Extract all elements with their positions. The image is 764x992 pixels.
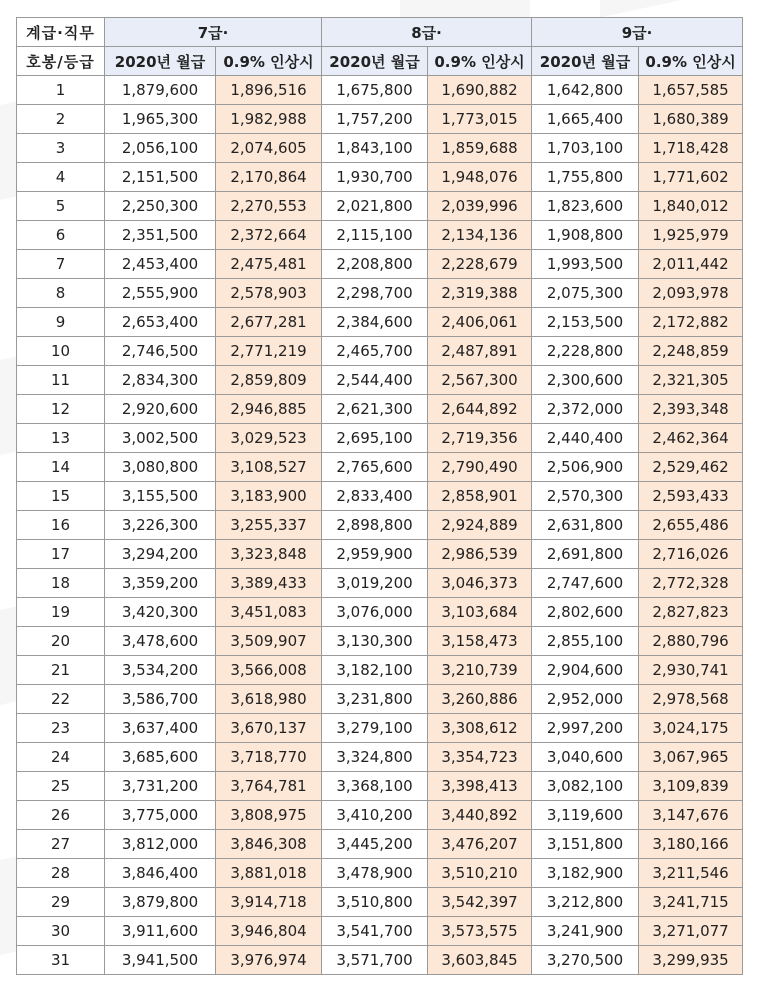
base-salary-cell: 3,586,700 xyxy=(105,685,216,714)
raised-salary-cell: 1,690,882 xyxy=(428,76,532,105)
raised-salary-cell: 1,982,988 xyxy=(216,105,322,134)
base-salary-cell: 3,212,800 xyxy=(532,888,639,917)
base-salary-cell: 2,555,900 xyxy=(105,279,216,308)
base-salary-cell: 3,445,200 xyxy=(322,830,428,859)
raised-salary-cell: 2,011,442 xyxy=(639,250,743,279)
raised-salary-cell: 3,046,373 xyxy=(428,569,532,598)
base-salary-cell: 2,959,900 xyxy=(322,540,428,569)
base-salary-cell: 1,843,100 xyxy=(322,134,428,163)
base-salary-cell: 3,119,600 xyxy=(532,801,639,830)
raised-salary-cell: 2,462,364 xyxy=(639,424,743,453)
base-salary-cell: 2,372,000 xyxy=(532,395,639,424)
raised-salary-cell: 2,924,889 xyxy=(428,511,532,540)
table-row xyxy=(17,192,743,221)
raised-salary-cell: 3,976,974 xyxy=(216,946,322,975)
base-salary-cell: 3,040,600 xyxy=(532,743,639,772)
raised-salary-cell: 3,241,715 xyxy=(639,888,743,917)
col-base-8: 2020년 월급 xyxy=(322,47,428,76)
base-salary-cell: 3,082,100 xyxy=(532,772,639,801)
base-salary-cell: 2,228,800 xyxy=(532,337,639,366)
base-salary-cell: 2,904,600 xyxy=(532,656,639,685)
raised-salary-cell: 2,880,796 xyxy=(639,627,743,656)
base-salary-cell: 3,226,300 xyxy=(105,511,216,540)
base-salary-cell: 2,506,900 xyxy=(532,453,639,482)
raised-salary-cell: 3,308,612 xyxy=(428,714,532,743)
base-salary-cell: 1,993,500 xyxy=(532,250,639,279)
raised-salary-cell: 3,476,207 xyxy=(428,830,532,859)
table-row xyxy=(17,569,743,598)
step-cell: 27 xyxy=(17,830,105,859)
base-salary-cell: 3,846,400 xyxy=(105,859,216,888)
raised-salary-cell: 3,211,546 xyxy=(639,859,743,888)
raised-salary-cell: 2,039,996 xyxy=(428,192,532,221)
base-salary-cell: 2,802,600 xyxy=(532,598,639,627)
raised-salary-cell: 1,859,688 xyxy=(428,134,532,163)
raised-salary-cell: 2,170,864 xyxy=(216,163,322,192)
base-salary-cell: 3,534,200 xyxy=(105,656,216,685)
raised-salary-cell: 2,593,433 xyxy=(639,482,743,511)
grade-8-header: 8급· xyxy=(322,18,532,47)
grade-header-row xyxy=(17,18,743,47)
raised-salary-cell: 3,103,684 xyxy=(428,598,532,627)
step-cell: 7 xyxy=(17,250,105,279)
base-salary-cell: 2,631,800 xyxy=(532,511,639,540)
table-row xyxy=(17,366,743,395)
step-cell: 28 xyxy=(17,859,105,888)
base-salary-cell: 3,731,200 xyxy=(105,772,216,801)
base-salary-cell: 2,920,600 xyxy=(105,395,216,424)
raised-salary-cell: 2,228,679 xyxy=(428,250,532,279)
base-salary-cell: 2,208,800 xyxy=(322,250,428,279)
base-salary-cell: 2,653,400 xyxy=(105,308,216,337)
raised-salary-cell: 2,858,901 xyxy=(428,482,532,511)
base-salary-cell: 3,279,100 xyxy=(322,714,428,743)
raised-salary-cell: 1,771,602 xyxy=(639,163,743,192)
step-cell: 25 xyxy=(17,772,105,801)
table-row xyxy=(17,772,743,801)
base-salary-cell: 2,570,300 xyxy=(532,482,639,511)
table-row xyxy=(17,76,743,105)
step-cell: 14 xyxy=(17,453,105,482)
base-salary-cell: 2,765,600 xyxy=(322,453,428,482)
step-cell: 9 xyxy=(17,308,105,337)
base-salary-cell: 1,879,600 xyxy=(105,76,216,105)
raised-salary-cell: 2,655,486 xyxy=(639,511,743,540)
base-salary-cell: 3,368,100 xyxy=(322,772,428,801)
base-salary-cell: 3,879,800 xyxy=(105,888,216,917)
raised-salary-cell: 3,764,781 xyxy=(216,772,322,801)
base-salary-cell: 3,241,900 xyxy=(532,917,639,946)
raised-salary-cell: 2,134,136 xyxy=(428,221,532,250)
col-base-7: 2020년 월급 xyxy=(105,47,216,76)
raised-salary-cell: 3,067,965 xyxy=(639,743,743,772)
table-row xyxy=(17,917,743,946)
raised-salary-cell: 2,790,490 xyxy=(428,453,532,482)
base-salary-cell: 1,908,800 xyxy=(532,221,639,250)
base-salary-cell: 2,298,700 xyxy=(322,279,428,308)
raised-salary-cell: 2,859,809 xyxy=(216,366,322,395)
step-cell: 8 xyxy=(17,279,105,308)
raised-salary-cell: 3,158,473 xyxy=(428,627,532,656)
base-salary-cell: 2,351,500 xyxy=(105,221,216,250)
col-raise-9: 0.9% 인상시 xyxy=(639,47,743,76)
raised-salary-cell: 2,074,605 xyxy=(216,134,322,163)
base-salary-cell: 3,911,600 xyxy=(105,917,216,946)
base-salary-cell: 3,155,500 xyxy=(105,482,216,511)
base-salary-cell: 3,812,000 xyxy=(105,830,216,859)
base-salary-cell: 3,182,900 xyxy=(532,859,639,888)
raised-salary-cell: 1,657,585 xyxy=(639,76,743,105)
base-salary-cell: 2,440,400 xyxy=(532,424,639,453)
raised-salary-cell: 1,718,428 xyxy=(639,134,743,163)
raised-salary-cell: 2,772,328 xyxy=(639,569,743,598)
base-salary-cell: 2,151,500 xyxy=(105,163,216,192)
raised-salary-cell: 2,827,823 xyxy=(639,598,743,627)
step-cell: 13 xyxy=(17,424,105,453)
raised-salary-cell: 3,440,892 xyxy=(428,801,532,830)
raised-salary-cell: 2,644,892 xyxy=(428,395,532,424)
table-row xyxy=(17,888,743,917)
raised-salary-cell: 1,773,015 xyxy=(428,105,532,134)
table-row xyxy=(17,482,743,511)
base-salary-cell: 1,665,400 xyxy=(532,105,639,134)
base-salary-cell: 3,420,300 xyxy=(105,598,216,627)
raised-salary-cell: 1,840,012 xyxy=(639,192,743,221)
raised-salary-cell: 2,406,061 xyxy=(428,308,532,337)
table-row xyxy=(17,714,743,743)
base-salary-cell: 2,691,800 xyxy=(532,540,639,569)
col-base-9: 2020년 월급 xyxy=(532,47,639,76)
raised-salary-cell: 1,948,076 xyxy=(428,163,532,192)
step-cell: 16 xyxy=(17,511,105,540)
raised-salary-cell: 3,542,397 xyxy=(428,888,532,917)
raised-salary-cell: 2,946,885 xyxy=(216,395,322,424)
step-cell: 23 xyxy=(17,714,105,743)
raised-salary-cell: 3,024,175 xyxy=(639,714,743,743)
table-row xyxy=(17,946,743,975)
raised-salary-cell: 3,323,848 xyxy=(216,540,322,569)
table-row xyxy=(17,801,743,830)
base-salary-cell: 3,685,600 xyxy=(105,743,216,772)
raised-salary-cell: 3,109,839 xyxy=(639,772,743,801)
raised-salary-cell: 3,354,723 xyxy=(428,743,532,772)
raised-salary-cell: 2,475,481 xyxy=(216,250,322,279)
raised-salary-cell: 3,618,980 xyxy=(216,685,322,714)
base-salary-cell: 2,855,100 xyxy=(532,627,639,656)
raised-salary-cell: 2,930,741 xyxy=(639,656,743,685)
raised-salary-cell: 2,321,305 xyxy=(639,366,743,395)
base-salary-cell: 2,115,100 xyxy=(322,221,428,250)
base-salary-cell: 3,941,500 xyxy=(105,946,216,975)
raised-salary-cell: 3,210,739 xyxy=(428,656,532,685)
step-cell: 17 xyxy=(17,540,105,569)
raised-salary-cell: 3,914,718 xyxy=(216,888,322,917)
base-salary-cell: 2,544,400 xyxy=(322,366,428,395)
table-row xyxy=(17,656,743,685)
base-salary-cell: 3,359,200 xyxy=(105,569,216,598)
table-row xyxy=(17,279,743,308)
step-cell: 4 xyxy=(17,163,105,192)
raised-salary-cell: 3,718,770 xyxy=(216,743,322,772)
raised-salary-cell: 3,509,907 xyxy=(216,627,322,656)
raised-salary-cell: 2,677,281 xyxy=(216,308,322,337)
raised-salary-cell: 3,451,083 xyxy=(216,598,322,627)
raised-salary-cell: 2,578,903 xyxy=(216,279,322,308)
step-cell: 20 xyxy=(17,627,105,656)
table-row xyxy=(17,134,743,163)
table-row xyxy=(17,308,743,337)
raised-salary-cell: 3,180,166 xyxy=(639,830,743,859)
raised-salary-cell: 2,529,462 xyxy=(639,453,743,482)
table-row xyxy=(17,511,743,540)
base-salary-cell: 3,002,500 xyxy=(105,424,216,453)
table-row xyxy=(17,337,743,366)
table-row xyxy=(17,830,743,859)
base-salary-cell: 2,021,800 xyxy=(322,192,428,221)
base-salary-cell: 2,997,200 xyxy=(532,714,639,743)
base-salary-cell: 3,182,100 xyxy=(322,656,428,685)
step-cell: 19 xyxy=(17,598,105,627)
base-salary-cell: 2,300,600 xyxy=(532,366,639,395)
base-salary-cell: 1,755,800 xyxy=(532,163,639,192)
base-salary-cell: 3,510,800 xyxy=(322,888,428,917)
raised-salary-cell: 3,147,676 xyxy=(639,801,743,830)
table-row xyxy=(17,743,743,772)
table-row xyxy=(17,424,743,453)
raised-salary-cell: 3,881,018 xyxy=(216,859,322,888)
base-salary-cell: 1,930,700 xyxy=(322,163,428,192)
table-row xyxy=(17,395,743,424)
step-cell: 30 xyxy=(17,917,105,946)
corner-step-label: 호봉/등급 xyxy=(17,47,105,76)
base-salary-cell: 2,384,600 xyxy=(322,308,428,337)
base-salary-cell: 3,294,200 xyxy=(105,540,216,569)
base-salary-cell: 3,324,800 xyxy=(322,743,428,772)
table-row xyxy=(17,598,743,627)
salary-rows xyxy=(17,76,743,975)
base-salary-cell: 3,151,800 xyxy=(532,830,639,859)
raised-salary-cell: 1,925,979 xyxy=(639,221,743,250)
step-cell: 18 xyxy=(17,569,105,598)
col-raise-7: 0.9% 인상시 xyxy=(216,47,322,76)
step-cell: 10 xyxy=(17,337,105,366)
base-salary-cell: 3,410,200 xyxy=(322,801,428,830)
base-salary-cell: 2,250,300 xyxy=(105,192,216,221)
step-cell: 15 xyxy=(17,482,105,511)
step-cell: 24 xyxy=(17,743,105,772)
raised-salary-cell: 2,978,568 xyxy=(639,685,743,714)
raised-salary-cell: 2,248,859 xyxy=(639,337,743,366)
base-salary-cell: 2,075,300 xyxy=(532,279,639,308)
base-salary-cell: 3,270,500 xyxy=(532,946,639,975)
step-cell: 26 xyxy=(17,801,105,830)
table-row xyxy=(17,163,743,192)
raised-salary-cell: 2,986,539 xyxy=(428,540,532,569)
raised-salary-cell: 2,771,219 xyxy=(216,337,322,366)
raised-salary-cell: 3,846,308 xyxy=(216,830,322,859)
raised-salary-cell: 2,172,882 xyxy=(639,308,743,337)
table-row xyxy=(17,250,743,279)
raised-salary-cell: 3,183,900 xyxy=(216,482,322,511)
corner-grade-label: 계급·직무 xyxy=(17,18,105,47)
raised-salary-cell: 2,093,978 xyxy=(639,279,743,308)
base-salary-cell: 2,952,000 xyxy=(532,685,639,714)
base-salary-cell: 1,703,100 xyxy=(532,134,639,163)
base-salary-cell: 2,153,500 xyxy=(532,308,639,337)
step-cell: 22 xyxy=(17,685,105,714)
raised-salary-cell: 3,566,008 xyxy=(216,656,322,685)
base-salary-cell: 2,695,100 xyxy=(322,424,428,453)
base-salary-cell: 3,478,900 xyxy=(322,859,428,888)
step-cell: 2 xyxy=(17,105,105,134)
raised-salary-cell: 3,808,975 xyxy=(216,801,322,830)
raised-salary-cell: 1,896,516 xyxy=(216,76,322,105)
step-cell: 1 xyxy=(17,76,105,105)
raised-salary-cell: 2,487,891 xyxy=(428,337,532,366)
step-cell: 3 xyxy=(17,134,105,163)
grade-7-header: 7급· xyxy=(105,18,322,47)
table-row xyxy=(17,859,743,888)
table-row xyxy=(17,540,743,569)
raised-salary-cell: 2,719,356 xyxy=(428,424,532,453)
base-salary-cell: 3,130,300 xyxy=(322,627,428,656)
base-salary-cell: 1,642,800 xyxy=(532,76,639,105)
base-salary-cell: 3,076,000 xyxy=(322,598,428,627)
raised-salary-cell: 2,372,664 xyxy=(216,221,322,250)
base-salary-cell: 2,465,700 xyxy=(322,337,428,366)
step-cell: 11 xyxy=(17,366,105,395)
base-salary-cell: 2,833,400 xyxy=(322,482,428,511)
raised-salary-cell: 3,029,523 xyxy=(216,424,322,453)
base-salary-cell: 3,478,600 xyxy=(105,627,216,656)
base-salary-cell: 3,019,200 xyxy=(322,569,428,598)
step-cell: 6 xyxy=(17,221,105,250)
raised-salary-cell: 3,299,935 xyxy=(639,946,743,975)
base-salary-cell: 2,898,800 xyxy=(322,511,428,540)
base-salary-cell: 2,746,500 xyxy=(105,337,216,366)
raised-salary-cell: 3,398,413 xyxy=(428,772,532,801)
base-salary-cell: 3,231,800 xyxy=(322,685,428,714)
base-salary-cell: 2,834,300 xyxy=(105,366,216,395)
raised-salary-cell: 3,108,527 xyxy=(216,453,322,482)
table-row xyxy=(17,221,743,250)
raised-salary-cell: 3,946,804 xyxy=(216,917,322,946)
raised-salary-cell: 2,567,300 xyxy=(428,366,532,395)
base-salary-cell: 2,747,600 xyxy=(532,569,639,598)
base-salary-cell: 1,675,800 xyxy=(322,76,428,105)
base-salary-cell: 2,056,100 xyxy=(105,134,216,163)
raised-salary-cell: 3,573,575 xyxy=(428,917,532,946)
base-salary-cell: 3,541,700 xyxy=(322,917,428,946)
raised-salary-cell: 3,389,433 xyxy=(216,569,322,598)
raised-salary-cell: 2,716,026 xyxy=(639,540,743,569)
step-cell: 31 xyxy=(17,946,105,975)
col-raise-8: 0.9% 인상시 xyxy=(428,47,532,76)
base-salary-cell: 3,080,800 xyxy=(105,453,216,482)
base-salary-cell: 2,453,400 xyxy=(105,250,216,279)
step-cell: 21 xyxy=(17,656,105,685)
step-cell: 5 xyxy=(17,192,105,221)
raised-salary-cell: 3,271,077 xyxy=(639,917,743,946)
base-salary-cell: 3,637,400 xyxy=(105,714,216,743)
grade-9-header: 9급· xyxy=(532,18,743,47)
base-salary-cell: 3,571,700 xyxy=(322,946,428,975)
raised-salary-cell: 2,393,348 xyxy=(639,395,743,424)
salary-table xyxy=(16,17,743,975)
column-header-row xyxy=(17,47,743,76)
step-cell: 29 xyxy=(17,888,105,917)
raised-salary-cell: 3,603,845 xyxy=(428,946,532,975)
step-cell: 12 xyxy=(17,395,105,424)
table-row xyxy=(17,453,743,482)
raised-salary-cell: 2,270,553 xyxy=(216,192,322,221)
base-salary-cell: 1,823,600 xyxy=(532,192,639,221)
raised-salary-cell: 3,255,337 xyxy=(216,511,322,540)
base-salary-cell: 3,775,000 xyxy=(105,801,216,830)
table-row xyxy=(17,627,743,656)
base-salary-cell: 1,965,300 xyxy=(105,105,216,134)
base-salary-cell: 1,757,200 xyxy=(322,105,428,134)
raised-salary-cell: 3,260,886 xyxy=(428,685,532,714)
raised-salary-cell: 2,319,388 xyxy=(428,279,532,308)
raised-salary-cell: 3,510,210 xyxy=(428,859,532,888)
table-row xyxy=(17,105,743,134)
table-row xyxy=(17,685,743,714)
base-salary-cell: 2,621,300 xyxy=(322,395,428,424)
raised-salary-cell: 3,670,137 xyxy=(216,714,322,743)
raised-salary-cell: 1,680,389 xyxy=(639,105,743,134)
